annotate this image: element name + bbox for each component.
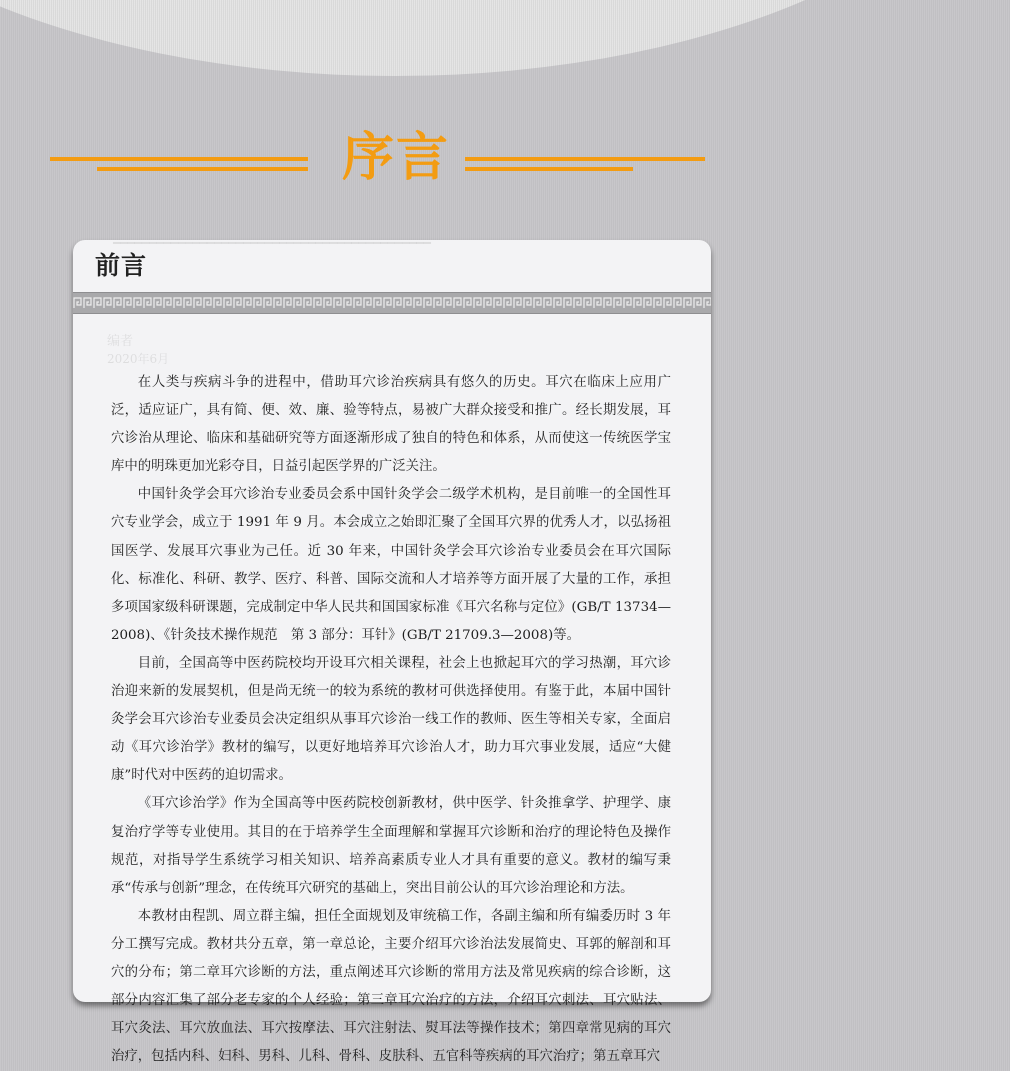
title-rule-right-upper bbox=[465, 157, 705, 161]
card-heading: 前言 bbox=[95, 251, 148, 280]
preface-body bbox=[111, 369, 671, 1071]
paragraph: 目前，全国高等中医药院校均开设耳穴相关课程，社会上也掀起耳穴的学习热潮，耳穴诊治迎来新的发展契机，但是尚无统一的较为系统的教材可供选择使用。有鉴于此，本届中国针灸学会耳穴诊治专业委员会决定组织从事耳穴诊治一线工作的教师、医生等相关专家，全面启动《耳穴诊治学》教材的编写，以更好地培养耳穴诊治人才，助力耳穴事业发展，适应“大健康”时代对中医药的迫切需求。 bbox=[111, 655, 671, 784]
bleedthrough-text: ━━━━━━━━━━━━━━━━━━━━━━━━━━━━━━━━━━━━━━━━━━━━ bbox=[113, 236, 431, 250]
ghost-date: 2020年6月 bbox=[107, 352, 170, 366]
title-rule-left-lower bbox=[97, 167, 308, 171]
paragraph: 本教材由程凯、周立群主编，担任全面规划及审统稿工作，各副主编和所有编委历时 3 年分工撰写完成。教材共分五章，第一章总论，主要介绍耳穴诊治法发展简史、耳郭的解剖和耳穴的分布；第二章耳穴诊断的方法，重点阐述耳穴诊断的常用方法及常见疾病的综合诊断，这部分内容汇集了部分老专家的个人经验；第三章耳穴治疗的方法，介绍耳穴刺法、耳穴贴法、耳穴灸法、耳穴放血法、耳穴按摩法、耳穴注射法、熨耳法等操作技术；第四章常见病的耳穴治疗，包括内科、妇科、男科、儿科、骨科、皮肤科、五官科等疾病的耳穴治疗；第五章耳穴 bbox=[111, 908, 671, 1065]
page-title: 序言 bbox=[341, 128, 450, 188]
document-card bbox=[73, 236, 711, 1065]
greek-key-pattern-icon bbox=[73, 293, 711, 313]
ghost-heading: 编者 bbox=[107, 334, 134, 349]
greek-key-border bbox=[73, 292, 711, 314]
paragraph: 中国针灸学会耳穴诊治专业委员会系中国针灸学会二级学术机构，是目前唯一的全国性耳穴专业学会，成立于 1991 年 9 月。本会成立之始即汇聚了全国耳穴界的优秀人才，以弘扬祖国医学、发展耳穴事业为己任。近 30 年来，中国针灸学会耳穴诊治专业委员会在耳穴国际化、标准化、科研、教学、医疗、科普、国际交流和人才培养等方面开展了大量的工作，承担多项国家级科研课题，完成制定中华人民共和国国家标准《耳穴名称与定位》(GB/T 13734—2008)、《针灸技术操作规范 第 3 部分：耳针》(GB/T 21709.3—2008)等。 bbox=[111, 487, 671, 643]
title-rule-left-upper bbox=[50, 157, 308, 161]
paragraph: 《耳穴诊治学》作为全国高等中医药院校创新教材，供中医学、针灸推拿学、护理学、康复治疗学等专业使用。其目的在于培养学生全面理解和掌握耳穴诊断和治疗的理论特色及操作规范，对指导学生系统学习相关知识、培养高素质专业人才具有重要的意义。教材的编写秉承“传承与创新”理念，在传统耳穴研究的基础上，突出目前公认的耳穴诊治理论和方法。 bbox=[111, 796, 671, 896]
paragraph: 在人类与疾病斗争的进程中，借助耳穴诊治疾病具有悠久的历史。耳穴在临床上应用广泛，适应证广，具有简、便、效、廉、验等特点，易被广大群众接受和推广。经长期发展，耳穴诊治从理论、临床和基础研究等方面逐渐形成了独自的特色和体系，从而使这一传统医学宝库中的明珠更加光彩夺目，日益引起医学界的广泛关注。 bbox=[111, 375, 671, 475]
page-title-banner bbox=[0, 128, 790, 198]
top-arc-decoration bbox=[0, 0, 1010, 76]
title-rule-right-lower bbox=[465, 167, 633, 171]
